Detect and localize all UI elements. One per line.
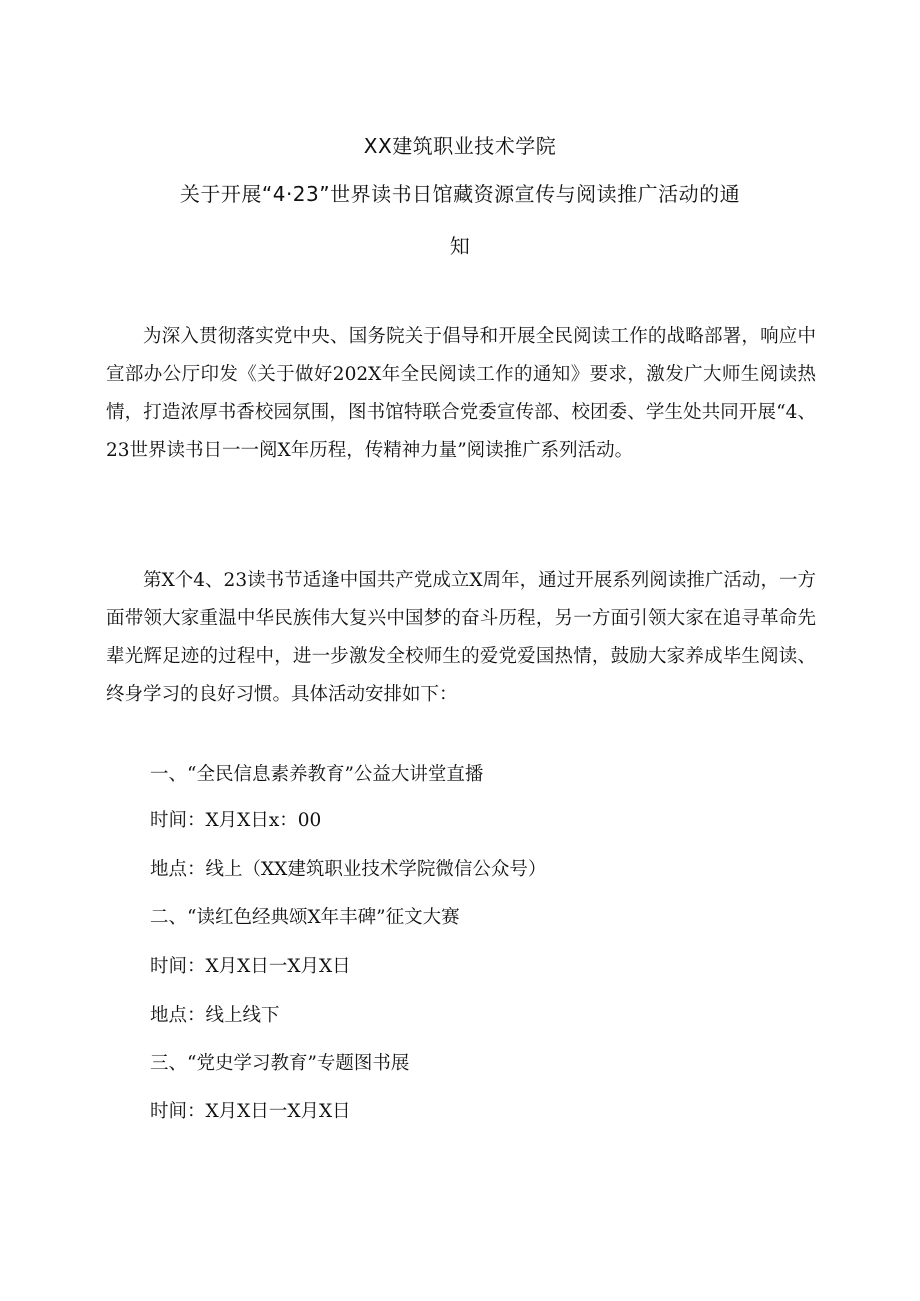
body-paragraph-intro: 为深入贯彻落实党中央、国务院关于倡导和开展全民阅读工作的战略部署，响应中宣部办公厅印发《关于做好202X年全民阅读工作的通知》要求，激发广大师生阅读热情，打造浓厚书香校园氛围，图书馆特联合党委宣传部、校团委、学生处共同开展“4、23世界读书日一一阅X年历程，传精神力量”阅读推广系列活动。 [106,326,816,461]
document-title-subject: 关于开展“4·23”世界读书日馆藏资源宣传与阅读推广活动的通 [179,182,741,206]
activity-heading-book-exhibition: 三、“党史学习教育”专题图书展 [150,1053,410,1074]
activity-place-lecture: 地点：线上（XX建筑职业技术学院微信公众号） [150,859,547,880]
document-title-institution: XX建筑职业技术学院 [363,134,557,158]
activity-heading-essay-contest: 二、“读红色经典颂X年丰碑”征文大赛 [150,907,460,928]
body-paragraph-purpose: 第X个4、23读书节适逢中国共产党成立X周年，通过开展系列阅读推广活动，一方面带领大家重温中华民族伟大复兴中国梦的奋斗历程，另一方面引领大家在追寻革命先辈光辉足迹的过程中，进一步激发全校师生的爱党爱国热情，鼓励大家养成毕生阅读、终身学习的良好习惯。具体活动安排如下： [106,570,816,705]
activity-place-essay-contest: 地点：线上线下 [150,1005,280,1026]
activity-time-lecture: 时间：X月X日x：00 [150,810,322,831]
activity-time-essay-contest: 时间：X月X日一X月X日 [150,956,351,977]
activity-heading-lecture: 一、“全民信息素养教育”公益大讲堂直播 [150,764,484,785]
document-title-continuation: 知 [449,234,471,258]
activity-time-book-exhibition: 时间：X月X日一X月X日 [150,1101,351,1122]
